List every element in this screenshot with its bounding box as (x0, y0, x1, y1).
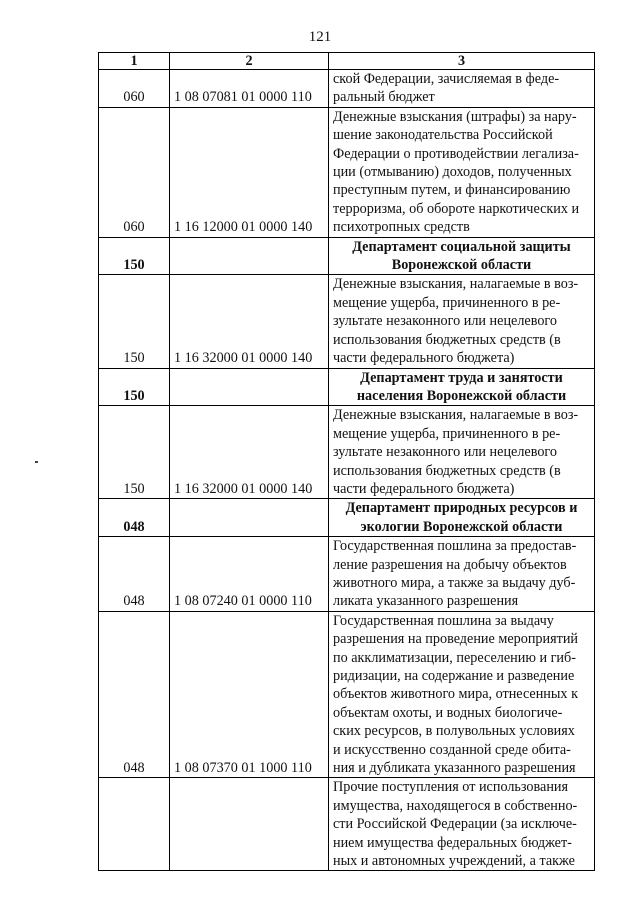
department-name-cell (329, 368, 595, 406)
description-line: объектам охоты, и водных биологиче- (333, 704, 563, 721)
table-row (99, 611, 595, 778)
description-line: мещение ущерба, причиненного в ре- (333, 294, 561, 311)
description-line: Денежные взыскания (штрафы) за нару- (333, 108, 577, 125)
description-line: терроризма, об обороте наркотических и (333, 200, 580, 217)
description-line: психотропных средств (333, 219, 470, 236)
admin-code-cell: 048 (99, 537, 170, 612)
description-line: Денежные взыскания, налагаемые в воз- (333, 407, 579, 424)
description-line: Денежные взыскания, налагаемые в воз- (333, 276, 579, 293)
description-line: по акклиматизации, переселению и гиб- (333, 649, 576, 666)
budget-revenue-table (98, 52, 595, 871)
revenue-description-cell (329, 406, 595, 499)
description-line: ральный бюджет (333, 89, 435, 106)
description-line: использования бюджетных средств (в (333, 462, 561, 479)
revenue-description-cell (329, 107, 595, 237)
department-row (99, 237, 595, 275)
column-header-1: 1 (99, 53, 170, 70)
description-line: преступным путем, и финансированию (333, 182, 571, 199)
budget-classification-code-cell: 1 16 32000 01 0000 140 (170, 406, 329, 499)
table-header-row (99, 53, 595, 70)
description-line: ликата указанного разрешения (333, 593, 519, 610)
description-line: Государственная пошлина за предостав- (333, 538, 577, 555)
column-header-3: 3 (329, 53, 595, 70)
stray-mark (35, 461, 38, 463)
description-line: ской Федерации, зачисляемая в феде- (333, 71, 560, 87)
description-line: Прочие поступления от использования (333, 779, 569, 796)
budget-classification-code-cell: 1 16 12000 01 0000 140 (170, 107, 329, 237)
budget-classification-code-cell: 1 08 07240 01 0000 110 (170, 537, 329, 612)
description-line: и искусственно созданной среде обита- (333, 741, 571, 758)
description-line: разрешения на проведение мероприятий (333, 631, 579, 648)
admin-code-cell: 060 (99, 107, 170, 237)
table-row (99, 70, 595, 108)
budget-classification-code-cell: 1 08 07370 01 1000 110 (170, 611, 329, 778)
revenue-description-cell (329, 275, 595, 368)
description-line: мещение ущерба, причиненного в ре- (333, 425, 561, 442)
table-row (99, 275, 595, 368)
description-line: Федерации о противодействии легализа- (333, 145, 579, 162)
department-name-line: населения Воронежской области (356, 387, 567, 404)
department-name-line: экологии Воронежской области (360, 518, 563, 535)
department-name-line: Воронежской области (391, 257, 532, 274)
budget-classification-code-cell (170, 499, 329, 537)
description-line: имущества, находящегося в собственно- (333, 797, 578, 814)
table-row (99, 107, 595, 237)
column-header-2: 2 (170, 53, 329, 70)
department-name-line: Департамент труда и занятости (360, 369, 563, 386)
description-line: части федерального бюджета) (333, 350, 515, 367)
admin-code-cell: 150 (99, 368, 170, 406)
table-row (99, 406, 595, 499)
budget-classification-code-cell (170, 368, 329, 406)
page-number: 121 (308, 29, 332, 45)
admin-code-cell: 150 (99, 406, 170, 499)
description-line: зультате незаконного или нецелевого (333, 313, 557, 330)
admin-code-cell: 048 (99, 611, 170, 778)
description-line: ских ресурсов, в полувольных условиях (333, 723, 575, 740)
description-line: объектов животного мира, отнесенных к (333, 686, 578, 703)
description-line: шение законодательства Российской (333, 127, 553, 144)
description-line: животного мира, а также за выдачу дуб- (333, 574, 576, 591)
revenue-description-cell (329, 778, 595, 871)
revenue-description-cell (329, 537, 595, 612)
description-line: ции (отмыванию) доходов, полученных (333, 164, 572, 181)
description-line: зультате незаконного или нецелевого (333, 444, 557, 461)
description-line: ния и дубликата указанного разрешения (333, 760, 576, 777)
department-name-cell (329, 499, 595, 537)
budget-classification-code-cell (170, 778, 329, 871)
admin-code-cell: 048 (99, 499, 170, 537)
department-row (99, 368, 595, 406)
description-line: использования бюджетных средств (в (333, 331, 561, 348)
description-line: Государственная пошлина за выдачу (333, 612, 554, 629)
department-row (99, 499, 595, 537)
admin-code-cell: 150 (99, 275, 170, 368)
department-name-line: Департамент природных ресурсов и (345, 500, 578, 517)
description-line: сти Российской Федерации (за исключе- (333, 816, 577, 833)
department-name-cell (329, 237, 595, 275)
admin-code-cell: 150 (99, 237, 170, 275)
budget-classification-code-cell: 1 16 32000 01 0000 140 (170, 275, 329, 368)
description-line: ление разрешения на добычу объектов (333, 556, 567, 573)
revenue-description-cell (329, 70, 595, 108)
description-line: нием имущества федеральных бюджет- (333, 834, 572, 851)
admin-code-cell (99, 778, 170, 871)
admin-code-cell: 060 (99, 70, 170, 108)
table-row (99, 537, 595, 612)
department-name-line: Департамент социальной защиты (352, 238, 571, 255)
description-line: ридизации, на содержание и разведение (333, 668, 575, 684)
budget-classification-code-cell (170, 237, 329, 275)
description-line: части федерального бюджета) (333, 480, 515, 497)
description-line: ных и автономных учреждений, а также (333, 853, 575, 870)
revenue-description-cell (329, 611, 595, 778)
budget-classification-code-cell: 1 08 07081 01 0000 110 (170, 70, 329, 108)
table-row (99, 778, 595, 871)
